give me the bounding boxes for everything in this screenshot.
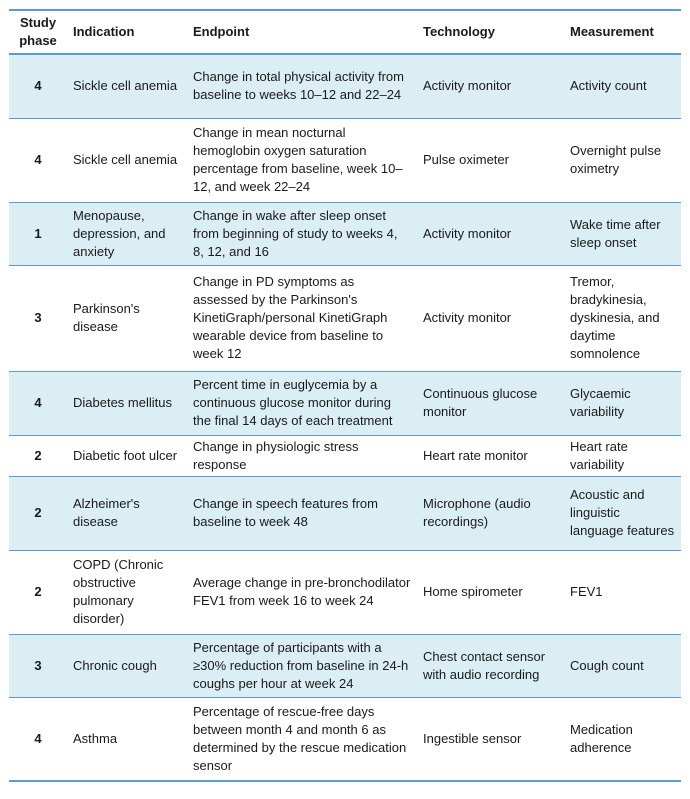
cell-measurement: Activity count (570, 78, 647, 94)
cell-indication: Diabetic foot ulcer (73, 447, 178, 463)
cell-technology: Activity monitor (423, 310, 512, 325)
cell-indication: Menopause, depression, and anxiety (73, 207, 166, 259)
study-table (9, 9, 681, 782)
cell-measurement: Overnight pulse oximetry (570, 143, 662, 176)
cell-measurement: Heart rate variability (570, 438, 628, 472)
cell-endpoint: Average change in pre-bronchodilator FEV1 from week 16 to week 24 (193, 575, 411, 608)
header-study-phase: Study phase (19, 15, 57, 48)
cell-phase: 2 (34, 447, 42, 463)
cell-phase: 2 (34, 505, 42, 520)
study-table-container (9, 9, 681, 782)
header-row (9, 10, 681, 54)
cell-measurement: Tremor, bradykinesia, dyskinesia, and daytime somnolence (570, 274, 660, 361)
header-indication: Indication (73, 24, 135, 39)
cell-indication: Sickle cell anemia (73, 78, 178, 94)
cell-indication: Alzheimer's disease (73, 496, 140, 529)
cell-measurement: Cough count (570, 657, 644, 673)
cell-endpoint: Change in mean nocturnal hemoglobin oxygen saturation percentage from baseline, week 10–12, and week 22–24 (193, 125, 403, 194)
table-row (9, 265, 681, 371)
table-row (9, 118, 681, 202)
cell-phase: 2 (34, 584, 42, 599)
cell-technology: Ingestible sensor (423, 730, 522, 746)
cell-endpoint: Change in wake after sleep onset from beginning of study to weeks 4, 8, 12, and 16 (193, 207, 398, 259)
cell-technology: Pulse oximeter (423, 152, 509, 167)
cell-technology: Activity monitor (423, 78, 512, 94)
cell-phase: 3 (34, 310, 42, 325)
cell-indication: Parkinson's disease (73, 301, 140, 334)
cell-measurement: Acoustic and linguistic language features (570, 487, 675, 538)
cell-indication: Sickle cell anemia (73, 152, 178, 167)
table-body (9, 54, 681, 781)
cell-endpoint: Change in speech features from baseline to week 48 (193, 496, 378, 529)
table-row (9, 476, 681, 550)
cell-endpoint: Change in total physical activity from baseline to weeks 10–12 and 22–24 (193, 69, 404, 103)
cell-phase: 4 (34, 152, 42, 167)
cell-indication: Chronic cough (73, 657, 157, 673)
cell-technology: Heart rate monitor (423, 447, 528, 463)
cell-indication: Diabetes mellitus (73, 395, 172, 410)
cell-phase: 4 (34, 395, 42, 410)
cell-phase: 3 (34, 657, 42, 673)
table-row (9, 697, 681, 781)
table-row (9, 54, 681, 118)
cell-measurement: FEV1 (570, 584, 603, 599)
cell-technology: Chest contact sensor with audio recording (423, 648, 546, 682)
cell-technology: Continuous glucose monitor (423, 386, 538, 419)
table-row (9, 634, 681, 697)
table-header (9, 10, 681, 54)
cell-endpoint: Change in physiologic stress response (193, 438, 359, 472)
table-row (9, 202, 681, 265)
table-row (9, 371, 681, 435)
cell-technology: Activity monitor (423, 225, 512, 241)
header-measurement: Measurement (570, 24, 654, 39)
table-row (9, 435, 681, 476)
cell-measurement: Medication adherence (570, 721, 633, 755)
cell-indication: Asthma (73, 730, 118, 746)
cell-measurement: Wake time after sleep onset (570, 216, 661, 250)
table-row (9, 550, 681, 634)
cell-indication: COPD (Chronic obstructive pulmonary disorder) (73, 557, 164, 626)
header-endpoint: Endpoint (193, 24, 250, 39)
cell-endpoint: Percent time in euglycemia by a continuous glucose monitor during the final 14 days of each treatment (193, 377, 393, 428)
cell-technology: Microphone (audio recordings) (423, 496, 531, 529)
cell-phase: 1 (34, 225, 42, 241)
cell-endpoint: Percentage of participants with a ≥30% reduction from baseline in 24-h coughs per hour at week 24 (193, 639, 409, 691)
header-technology: Technology (423, 24, 495, 39)
cell-endpoint: Percentage of rescue-free days between month 4 and month 6 as determined by the rescue medication sensor (193, 703, 407, 773)
cell-phase: 4 (34, 730, 42, 746)
cell-measurement: Glycaemic variability (570, 386, 631, 419)
cell-technology: Home spirometer (423, 584, 523, 599)
cell-phase: 4 (34, 78, 42, 94)
cell-endpoint: Change in PD symptoms as assessed by the Parkinson's KinetiGraph/personal KinetiGraph wearable device from baseline to week 12 (193, 274, 388, 361)
